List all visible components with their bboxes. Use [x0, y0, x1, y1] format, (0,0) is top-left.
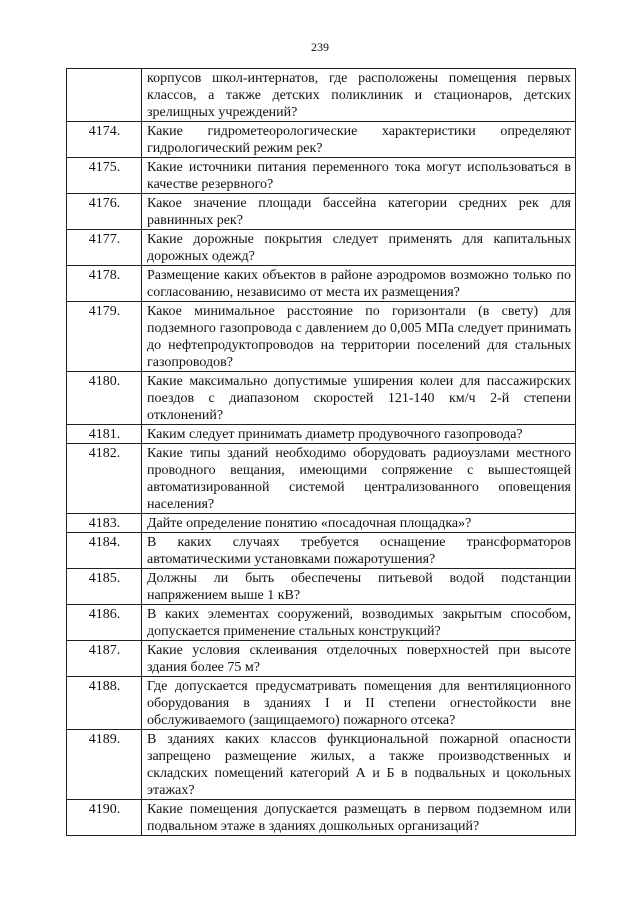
table-row: [67, 266, 576, 302]
row-number: 4179.: [67, 302, 142, 372]
row-number: 4178.: [67, 266, 142, 302]
table-row: [67, 730, 576, 800]
question-text: Где допускается предусматривать помещения для вентиляционного оборудования в зданиях I и II степени огнестойкости вне обслуживаемого (защищаемого) пожарного отсека?: [142, 677, 576, 730]
question-text: Какие дорожные покрытия следует применять для капитальных дорожных одежд?: [142, 230, 576, 266]
question-text: Какие условия склеивания отделочных поверхностей при высоте здания более 75 м?: [142, 641, 576, 677]
row-number: 4177.: [67, 230, 142, 266]
row-number: 4189.: [67, 730, 142, 800]
row-number: 4190.: [67, 800, 142, 836]
question-text: Какие типы зданий необходимо оборудовать радиоузлами местного проводного вещания, имеющими сопряжение с вышестоящей автоматизированной системой централизованного оповещения населения?: [142, 444, 576, 514]
table-row: [67, 641, 576, 677]
table-row: [67, 122, 576, 158]
row-number: 4184.: [67, 533, 142, 569]
row-number: 4188.: [67, 677, 142, 730]
table-row: [67, 194, 576, 230]
table-row: [67, 158, 576, 194]
table-row: [67, 514, 576, 533]
row-number: 4181.: [67, 425, 142, 444]
row-number: [67, 69, 142, 122]
question-text: Какие максимально допустимые уширения колеи для пассажирских поездов с диапазоном скоростей 121-140 км/ч 2-й степени отклонений?: [142, 372, 576, 425]
table-row: [67, 372, 576, 425]
row-number: 4185.: [67, 569, 142, 605]
question-text: Должны ли быть обеспечены питьевой водой подстанции напряжением выше 1 кВ?: [142, 569, 576, 605]
row-number: 4187.: [67, 641, 142, 677]
row-number: 4180.: [67, 372, 142, 425]
page-number: 239: [311, 40, 329, 54]
question-text: Какие источники питания переменного тока могут использоваться в качестве резервного?: [142, 158, 576, 194]
questions-table: [66, 68, 576, 836]
table-row: [67, 302, 576, 372]
row-number: 4186.: [67, 605, 142, 641]
question-text: Какое значение площади бассейна категории средних рек для равнинных рек?: [142, 194, 576, 230]
table-row: [67, 605, 576, 641]
table-row: [67, 425, 576, 444]
row-number: 4174.: [67, 122, 142, 158]
row-number: 4183.: [67, 514, 142, 533]
question-text: Какое минимальное расстояние по горизонтали (в свету) для подземного газопровода с давлением до 0,005 МПа следует принимать до нефтепродуктопроводов на территории поселений для стальных газопроводов?: [142, 302, 576, 372]
row-number: 4182.: [67, 444, 142, 514]
table-row: [67, 69, 576, 122]
table-row: [67, 569, 576, 605]
question-text: В зданиях каких классов функциональной пожарной опасности запрещено размещение жилых, а также производственных и складских помещений категорий А и Б в подвальных и цокольных этажах?: [142, 730, 576, 800]
question-text: Дайте определение понятию «посадочная площадка»?: [142, 514, 576, 533]
questions-table-body: [67, 69, 576, 836]
question-text: Какие помещения допускается размещать в первом подземном или подвальном этаже в зданиях дошкольных организаций?: [142, 800, 576, 836]
question-text: Каким следует принимать диаметр продувочного газопровода?: [142, 425, 576, 444]
question-text: В каких элементах сооружений, возводимых закрытым способом, допускается применение стальных конструкций?: [142, 605, 576, 641]
table-row: [67, 677, 576, 730]
table-row: [67, 533, 576, 569]
table-row: [67, 800, 576, 836]
question-text: В каких случаях требуется оснащение трансформаторов автоматическими установками пожаротушения?: [142, 533, 576, 569]
row-number: 4176.: [67, 194, 142, 230]
question-text: Размещение каких объектов в районе аэродромов возможно только по согласованию, независимо от места их размещения?: [142, 266, 576, 302]
question-text: Какие гидрометеорологические характеристики определяют гидрологический режим рек?: [142, 122, 576, 158]
table-row: [67, 444, 576, 514]
row-number: 4175.: [67, 158, 142, 194]
question-text: корпусов школ-интернатов, где расположены помещения первых классов, а также детских поликлиник и стационаров, детских зрелищных учреждений?: [142, 69, 576, 122]
table-row: [67, 230, 576, 266]
